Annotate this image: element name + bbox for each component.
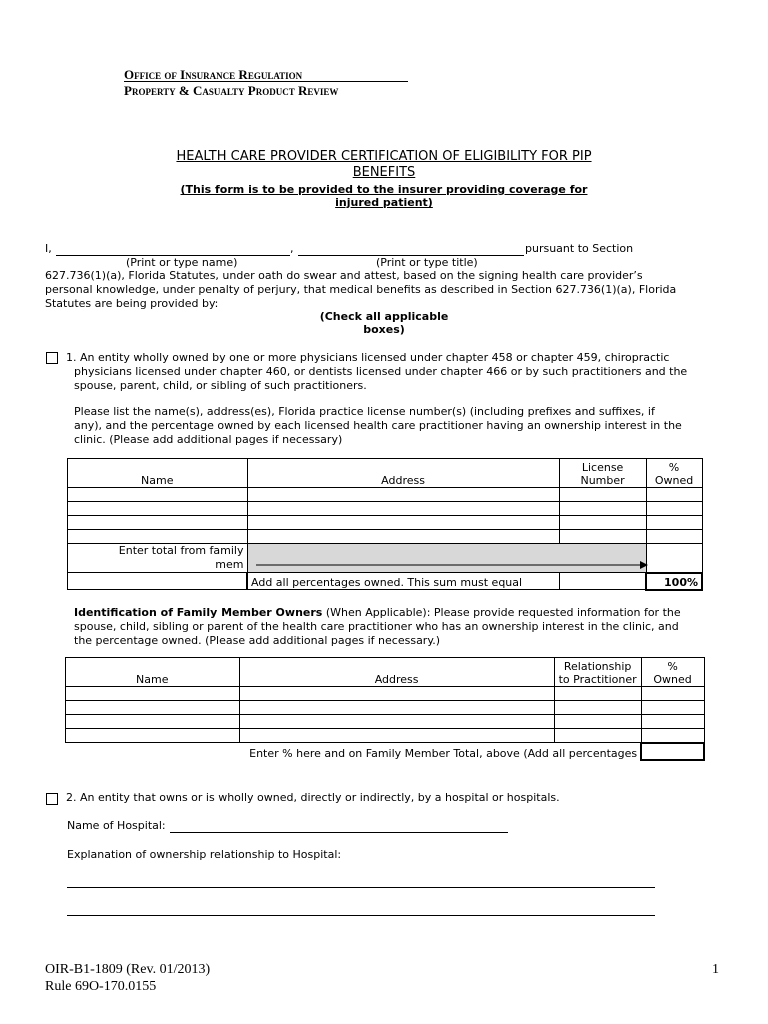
review-name: Property & Casualty Product Review bbox=[124, 83, 339, 98]
item2-line1: 2. An entity that owns or is wholly owned, directly or indirectly, by a hospital or hospitals. bbox=[66, 791, 560, 804]
attest-prefix: I, bbox=[45, 242, 52, 255]
family-total-arrow-cell bbox=[247, 544, 646, 573]
check-all-line2: boxes) bbox=[363, 323, 405, 336]
family-when: (When Applicable): Please provide requested information for the bbox=[322, 606, 681, 619]
table-row[interactable] bbox=[66, 701, 705, 715]
practitioner-table-header bbox=[68, 459, 703, 488]
form-subtitle-line1: (This form is to be provided to the insurer providing coverage for bbox=[180, 183, 588, 196]
table-row[interactable] bbox=[68, 488, 703, 502]
family-total-label: Enter total from family mem bbox=[68, 544, 248, 573]
item1-list-line1: Please list the name(s), address(es), Florida practice license number(s) (including prefixes and suffixes, if bbox=[74, 405, 655, 418]
sum-note: Add all percentages owned. This sum must equal bbox=[247, 573, 559, 590]
attest-pursuant: pursuant to Section bbox=[525, 242, 634, 255]
hospital-label: Name of Hospital: bbox=[67, 819, 166, 832]
col-address-header: Address bbox=[239, 658, 554, 687]
explanation-label: Explanation of ownership relationship to Hospital: bbox=[67, 848, 342, 861]
attest-line1: 627.736(1)(a), Florida Statutes, under oath do swear and attest, based on the signing health care provider’s bbox=[45, 269, 643, 282]
family-table bbox=[65, 657, 705, 761]
table-row[interactable] bbox=[68, 502, 703, 516]
attest-comma: , bbox=[290, 242, 294, 255]
form-subtitle-line2: injured patient) bbox=[335, 196, 433, 209]
table-row[interactable] bbox=[68, 516, 703, 530]
family-table-header bbox=[66, 658, 705, 687]
col-owned-header: % Owned bbox=[641, 658, 704, 687]
attest-line2: personal knowledge, under penalty of perjury, that medical benefits as described in Section 627.736(1)(a), Florida bbox=[45, 283, 677, 296]
practitioner-table bbox=[67, 458, 703, 591]
form-title-line1: HEALTH CARE PROVIDER CERTIFICATION OF ELIGIBILITY FOR PIP bbox=[176, 149, 592, 164]
item1-list-line2: any), and the percentage owned by each licensed health care practitioner having an ownership interest in the bbox=[74, 419, 682, 432]
item1-line3: spouse, parent, child, or sibling of such practitioners. bbox=[74, 379, 367, 392]
sum-total: 100% bbox=[646, 573, 702, 590]
table-row[interactable] bbox=[66, 687, 705, 701]
item2-checkbox[interactable] bbox=[46, 793, 58, 805]
item1-line1: 1. An entity wholly owned by one or more physicians licensed under chapter 458 or chapter 459, chiropractic bbox=[66, 351, 670, 364]
col-license-header: License Number bbox=[559, 459, 646, 488]
family-footer-note: Enter % here and on Family Member Total, above (Add all percentages bbox=[66, 743, 642, 760]
col-name-header: Name bbox=[68, 459, 248, 488]
page-number: 1 bbox=[712, 962, 719, 977]
item1-line2: physicians licensed under chapter 460, or dentists licensed under chapter 466 or by such practitioners and the bbox=[74, 365, 688, 378]
rule-number: Rule 69O-170.0155 bbox=[45, 979, 157, 994]
arrow-right-icon bbox=[256, 560, 648, 570]
form-id: OIR-B1-1809 (Rev. 01/2013) bbox=[45, 962, 211, 977]
table-row[interactable] bbox=[66, 715, 705, 729]
family-total-value[interactable] bbox=[646, 544, 702, 573]
item1-checkbox[interactable] bbox=[46, 352, 58, 364]
family-heading: Identification of Family Member Owners bbox=[74, 606, 323, 619]
col-address-header: Address bbox=[247, 459, 559, 488]
explanation-line-1[interactable] bbox=[67, 887, 655, 888]
table-row[interactable] bbox=[68, 530, 703, 544]
col-relationship-header: Relationship to Practitioner bbox=[554, 658, 641, 687]
family-line1 bbox=[74, 606, 714, 620]
table-row[interactable] bbox=[66, 729, 705, 743]
family-line2: spouse, child, sibling or parent of the health care practitioner who has an ownership interest in the clinic, and bbox=[74, 620, 679, 633]
sum-row bbox=[68, 573, 703, 590]
title-caption: (Print or type title) bbox=[376, 256, 478, 269]
family-line3: the percentage owned. (Please add additional pages if necessary.) bbox=[74, 634, 441, 647]
family-total-row bbox=[68, 544, 703, 573]
family-percent-total[interactable] bbox=[641, 743, 704, 760]
office-underline bbox=[124, 81, 408, 82]
office-name: Office of Insurance Regulation bbox=[124, 67, 303, 82]
explanation-line-2[interactable] bbox=[67, 915, 655, 916]
family-sum-row bbox=[66, 743, 705, 760]
name-caption: (Print or type name) bbox=[126, 256, 238, 269]
col-owned-header: % Owned bbox=[646, 459, 702, 488]
hospital-input-line[interactable] bbox=[170, 832, 508, 833]
item1-list-line3: clinic. (Please add additional pages if necessary) bbox=[74, 433, 343, 446]
check-all-line1: (Check all applicable bbox=[319, 310, 449, 323]
form-title-line2: BENEFITS bbox=[352, 165, 416, 180]
attest-line3: Statutes are being provided by: bbox=[45, 297, 219, 310]
col-name-header: Name bbox=[66, 658, 240, 687]
